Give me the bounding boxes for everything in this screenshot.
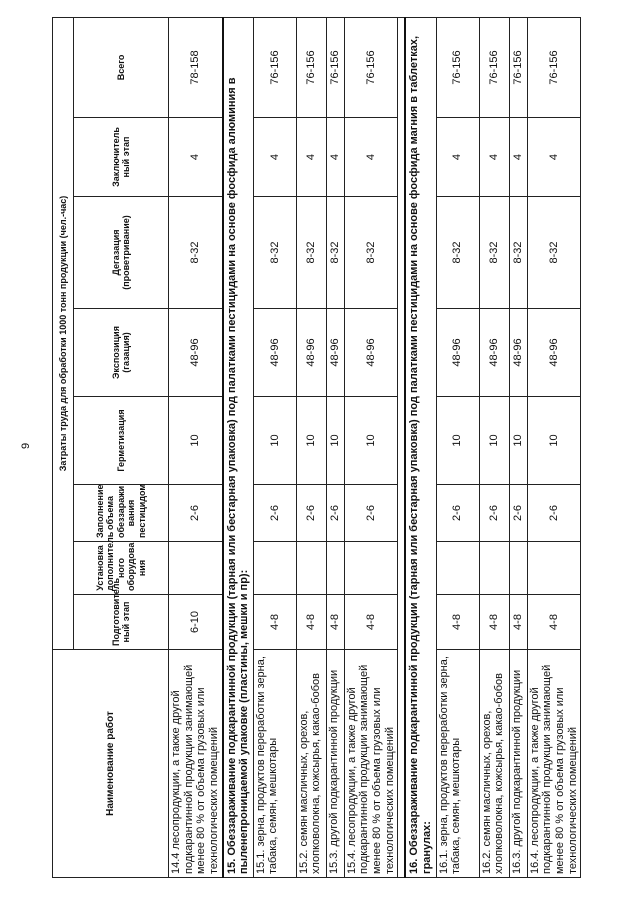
value-cell: 4 (253, 118, 296, 197)
value-cell: 8-32 (479, 197, 509, 309)
value-cell: 2-6 (344, 485, 398, 542)
value-cell: 4 (296, 118, 326, 197)
value-cell: 4 (436, 118, 479, 197)
value-cell: 4 (326, 118, 344, 197)
table-body (169, 17, 581, 877)
value-cell: 48-96 (169, 309, 223, 397)
section-title: 15. Обеззараживание подкарантинной продукции (тарная или бестарная упаковка) под палатками пестицидами на основе фосфида алюминия в пыленепроницаемой упаковке (пластины, мешки и пр): (223, 17, 254, 877)
value-cell: 2-6 (479, 485, 509, 542)
value-cell: 48-96 (509, 309, 527, 397)
gap-row (398, 17, 406, 877)
value-cell: 48-96 (436, 309, 479, 397)
section-row (405, 17, 436, 877)
value-cell: 4-8 (436, 595, 479, 650)
value-cell (527, 542, 581, 595)
value-cell: 8-32 (326, 197, 344, 309)
value-cell: 2-6 (527, 485, 581, 542)
header-col-installation: Установка дополнитель ного оборудова ния (74, 542, 169, 595)
work-name-cell: 16.1. зерна, продуктов переработки зерна, табака, семян, мешкотары (436, 650, 479, 878)
value-cell: 4 (169, 118, 223, 197)
value-cell (296, 542, 326, 595)
labor-cost-table (52, 17, 581, 878)
table-row (326, 17, 344, 877)
value-cell: 76-156 (296, 17, 326, 117)
value-cell: 8-32 (253, 197, 296, 309)
value-cell (253, 542, 296, 595)
value-cell: 76-156 (436, 17, 479, 117)
value-cell: 2-6 (509, 485, 527, 542)
value-cell: 10 (436, 397, 479, 485)
value-cell: 10 (509, 397, 527, 485)
value-cell: 4-8 (296, 595, 326, 650)
value-cell: 10 (169, 397, 223, 485)
gap-cell (398, 17, 406, 877)
value-cell: 8-32 (527, 197, 581, 309)
header-col-filling: Заполнение объема обеззаражи вания пестицидом (74, 485, 169, 542)
value-cell: 4-8 (527, 595, 581, 650)
header-col-sealing: Герметизация (74, 397, 169, 485)
value-cell (169, 542, 223, 595)
work-name-cell: 15.4. лесопродукции, а также другой подкарантинной продукции занимающей менее 80 % от объема грузовых или технологических помещений (344, 650, 398, 878)
value-cell (436, 542, 479, 595)
value-cell: 48-96 (527, 309, 581, 397)
table-row (344, 17, 398, 877)
value-cell (509, 542, 527, 595)
work-name-cell: 14.4 лесопродукции, а также другой подкарантинной продукции занимающей менее 80 % от объема грузовых или технологических помещений (169, 650, 223, 878)
value-cell: 4-8 (509, 595, 527, 650)
table-row (479, 17, 509, 877)
table-row (253, 17, 296, 877)
header-col-total: Всего (74, 17, 169, 117)
value-cell: 76-156 (344, 17, 398, 117)
table-row (436, 17, 479, 877)
value-cell: 4 (344, 118, 398, 197)
value-cell: 4-8 (344, 595, 398, 650)
value-cell (326, 542, 344, 595)
value-cell: 6-10 (169, 595, 223, 650)
value-cell: 8-32 (296, 197, 326, 309)
work-name-cell: 16.4. лесопродукции, а также другой подкарантинной продукции занимающей менее 80 % от объема грузовых или технологических помещений (527, 650, 581, 878)
value-cell: 10 (479, 397, 509, 485)
table-row (169, 17, 223, 877)
section-row (223, 17, 254, 877)
value-cell: 2-6 (253, 485, 296, 542)
header-col-degassing: Дегазация (проветривание) (74, 197, 169, 309)
page-number: 9 (20, 442, 32, 449)
value-cell: 48-96 (344, 309, 398, 397)
value-cell: 76-156 (326, 17, 344, 117)
value-cell: 8-32 (344, 197, 398, 309)
table-row (527, 17, 581, 877)
section-title: 16. Обеззараживание подкарантинной продукции (тарная или бестарная упаковка) под палатками пестицидами на основе фосфида магния в таблетках, гранулах: (405, 17, 436, 877)
value-cell: 8-32 (436, 197, 479, 309)
value-cell: 8-32 (509, 197, 527, 309)
value-cell: 2-6 (296, 485, 326, 542)
value-cell: 4-8 (253, 595, 296, 650)
value-cell: 10 (326, 397, 344, 485)
rotated-table-wrapper (52, 18, 607, 878)
value-cell: 2-6 (326, 485, 344, 542)
value-cell: 48-96 (326, 309, 344, 397)
value-cell: 76-156 (509, 17, 527, 117)
header-col-preparatory: Подготовитель ный этап (74, 595, 169, 650)
value-cell (479, 542, 509, 595)
value-cell: 48-96 (479, 309, 509, 397)
work-name-cell: 15.2. семян масличных, орехов, хлопковолокна, кожсырья, какао-бобов (296, 650, 326, 878)
header-group-caption: Затраты труда для обработки 1000 тонн продукции (чел.-час) (53, 17, 74, 649)
value-cell: 48-96 (253, 309, 296, 397)
value-cell: 76-156 (479, 17, 509, 117)
value-cell: 2-6 (169, 485, 223, 542)
value-cell: 78-158 (169, 17, 223, 117)
value-cell: 4-8 (479, 595, 509, 650)
value-cell (344, 542, 398, 595)
value-cell: 10 (296, 397, 326, 485)
work-name-cell: 15.1. зерна, продуктов переработки зерна, табака, семян, мешкотары (253, 650, 296, 878)
header-name-column: Наименование работ (53, 650, 169, 878)
value-cell: 10 (253, 397, 296, 485)
value-cell: 48-96 (296, 309, 326, 397)
value-cell: 10 (527, 397, 581, 485)
value-cell: 4 (527, 118, 581, 197)
value-cell: 76-156 (527, 17, 581, 117)
header-col-exposure: Экспозиция (газация) (74, 309, 169, 397)
value-cell: 2-6 (436, 485, 479, 542)
value-cell: 4 (479, 118, 509, 197)
work-name-cell: 16.3. другой подкарантинной продукции (509, 650, 527, 878)
work-name-cell: 15.3. другой подкарантинной продукции (326, 650, 344, 878)
value-cell: 10 (344, 397, 398, 485)
header-col-final: Заключитель ный этап (74, 118, 169, 197)
value-cell: 76-156 (253, 17, 296, 117)
table-row (509, 17, 527, 877)
value-cell: 8-32 (169, 197, 223, 309)
value-cell: 4 (509, 118, 527, 197)
table-row (296, 17, 326, 877)
work-name-cell: 16.2. семян масличных, орехов, хлопковолокна, кожсырья, какао-бобов (479, 650, 509, 878)
value-cell: 4-8 (326, 595, 344, 650)
